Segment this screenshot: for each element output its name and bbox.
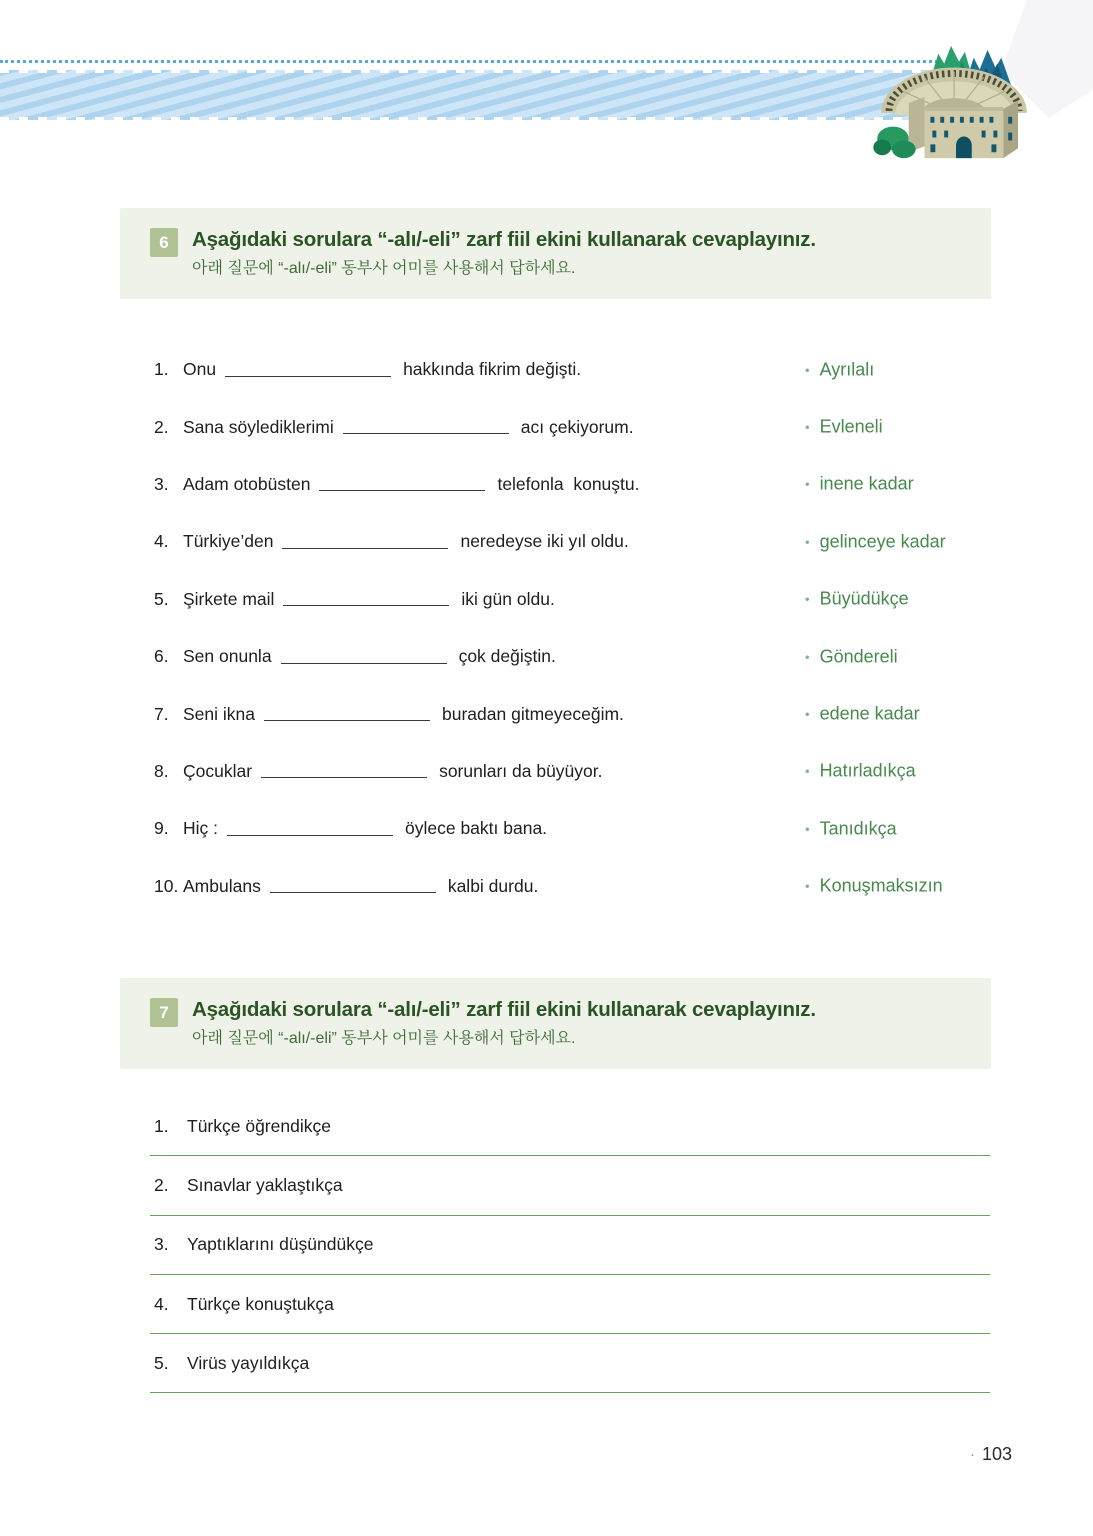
exercise7-title: Aşağıdaki sorulara “-alı/-eli” zarf fiil ekini kullanarak cevaplayınız.: [192, 998, 816, 1021]
answer-option-4: [805, 531, 946, 552]
question-text-after-blank: iki gün oldu.: [461, 588, 555, 609]
list-item-5: [150, 1334, 990, 1393]
answer-label: Hatırladıkça: [819, 760, 916, 781]
list-item-1: [150, 1097, 990, 1156]
question-text-before-blank: Onu: [183, 359, 217, 380]
question-text-after-blank: öylece baktı bana.: [405, 818, 548, 839]
bush-icon-2: [892, 140, 916, 158]
fill-in-blank: [264, 707, 430, 721]
exercise7-header-texts: [192, 998, 816, 1048]
bullet-icon: •: [805, 649, 810, 665]
fill-in-blank: [227, 822, 393, 836]
page-footer: [970, 1444, 1012, 1465]
answer-option-6: [805, 646, 898, 667]
item-number: 2.: [154, 1174, 169, 1195]
fill-in-blank: [281, 650, 447, 664]
question-row-4: [154, 513, 1059, 570]
answer-label: Tanıdıkça: [819, 818, 897, 839]
question-row-9: [154, 800, 1059, 857]
question-row-2: [154, 398, 1059, 455]
question-text-after-blank: çok değiştin.: [458, 646, 556, 667]
question-text-before-blank: Ambulans: [183, 875, 261, 896]
question-number: 6.: [154, 646, 169, 667]
answer-option-1: [805, 359, 874, 380]
question-text-after-blank: buradan gitmeyeceğim.: [442, 703, 624, 724]
fill-in-blank: [261, 764, 427, 778]
answer-option-7: [805, 704, 920, 725]
answer-label: Konuşmaksızın: [819, 875, 943, 896]
exercise6-question-list: [154, 341, 1059, 915]
bullet-icon: •: [805, 362, 810, 378]
question-text-after-blank: telefonla konuştu.: [497, 473, 640, 494]
bullet-icon: •: [805, 591, 810, 607]
item-text: Türkçe konuştukça: [187, 1293, 334, 1314]
answer-label: Göndereli: [819, 646, 898, 667]
question-text-after-blank: sorunları da büyüyor.: [439, 760, 603, 781]
question-text-after-blank: kalbi durdu.: [447, 875, 539, 896]
answer-option-2: [805, 417, 883, 438]
answer-label: edene kadar: [819, 703, 920, 724]
theater-arch-door: [956, 136, 972, 158]
bullet-icon: •: [805, 419, 810, 435]
item-text: Virüs yayıldıkça: [187, 1352, 310, 1373]
page-marker-dot: ·: [970, 1446, 975, 1463]
question-row-3: [154, 456, 1059, 513]
bullet-icon: •: [805, 706, 810, 722]
question-text-before-blank: Sen onunla: [183, 646, 272, 667]
item-number: 4.: [154, 1293, 169, 1314]
answer-option-9: [805, 818, 897, 839]
exercise7-number-badge: 7: [150, 998, 178, 1027]
list-item-4: [150, 1275, 990, 1334]
exercise7-item-list: [150, 1097, 990, 1393]
bullet-icon: •: [805, 878, 810, 894]
item-text: Sınavlar yaklaştıkça: [187, 1174, 343, 1195]
exercise6-header-texts: [192, 228, 816, 278]
fill-in-blank: [282, 535, 448, 549]
fill-in-blank: [319, 477, 485, 491]
question-row-1: [154, 341, 1059, 398]
question-row-7: [154, 685, 1059, 742]
bullet-icon: •: [805, 476, 810, 492]
answer-label: inene kadar: [819, 473, 914, 494]
exercise6-title: Aşağıdaki sorulara “-alı/-eli” zarf fiil ekini kullanarak cevaplayınız.: [192, 228, 816, 251]
dotted-divider: [0, 60, 938, 63]
exercise6-subtitle: 아래 질문에 “-alı/-eli” 동부사 어미를 사용해서 답하세요.: [192, 259, 576, 277]
answer-label: gelinceye kadar: [819, 531, 946, 552]
answer-label: Büyüdükçe: [819, 588, 909, 609]
question-number: 7.: [154, 703, 169, 724]
question-text-after-blank: hakkında fikrim değişti.: [403, 359, 582, 380]
question-number: 2.: [154, 416, 169, 437]
page-number: 103: [982, 1444, 1013, 1464]
theater-side-wall: [1003, 101, 1018, 158]
question-number: 4.: [154, 531, 169, 552]
exercise7-subtitle: 아래 질문에 “-alı/-eli” 동부사 어미를 사용해서 답하세요.: [192, 1029, 576, 1047]
question-row-10: [154, 858, 1059, 915]
amphitheater-icon: [872, 40, 1042, 168]
question-text-before-blank: Türkiye’den: [183, 531, 274, 552]
question-text-before-blank: Hiç :: [183, 818, 218, 839]
list-item-2: [150, 1156, 990, 1215]
answer-option-5: [805, 589, 909, 610]
striped-header-band: [0, 70, 938, 120]
answer-option-3: [805, 474, 914, 495]
question-number: 3.: [154, 473, 169, 494]
question-number: 10.: [154, 875, 179, 896]
answer-label: Ayrılalı: [819, 359, 875, 380]
item-number: 1.: [154, 1115, 169, 1136]
question-text-before-blank: Adam otobüsten: [183, 473, 311, 494]
question-text-before-blank: Seni ikna: [183, 703, 255, 724]
answer-option-10: [805, 876, 943, 897]
bullet-icon: •: [805, 534, 810, 550]
answer-label: Evleneli: [819, 416, 883, 437]
theater-cornice: [925, 107, 1004, 111]
question-row-8: [154, 743, 1059, 800]
bullet-icon: •: [805, 821, 810, 837]
item-number: 3.: [154, 1234, 169, 1255]
item-text: Türkçe öğrendikçe: [187, 1115, 331, 1136]
answer-option-8: [805, 761, 916, 782]
question-text-after-blank: neredeyse iki yıl oldu.: [460, 531, 629, 552]
item-text: Yaptıklarını düşündükçe: [187, 1234, 374, 1255]
exercise6-header: [120, 208, 991, 299]
exercise7-header: [120, 978, 991, 1069]
fill-in-blank: [343, 420, 509, 434]
question-text-before-blank: Şirkete mail: [183, 588, 275, 609]
fill-in-blank: [270, 879, 436, 893]
fill-in-blank: [283, 592, 449, 606]
bullet-icon: •: [805, 763, 810, 779]
fill-in-blank: [225, 363, 391, 377]
list-item-3: [150, 1216, 990, 1275]
item-number: 5.: [154, 1352, 169, 1373]
exercise6-number-badge: 6: [150, 228, 178, 257]
question-number: 8.: [154, 760, 169, 781]
question-text-before-blank: Sana söylediklerimi: [183, 416, 334, 437]
question-number: 1.: [154, 359, 169, 380]
question-row-6: [154, 628, 1059, 685]
question-number: 5.: [154, 588, 169, 609]
question-text-after-blank: acı çekiyorum.: [520, 416, 634, 437]
bush-shadow: [873, 139, 891, 155]
question-row-5: [154, 571, 1059, 628]
question-text-before-blank: Çocuklar: [183, 760, 253, 781]
question-number: 9.: [154, 818, 169, 839]
